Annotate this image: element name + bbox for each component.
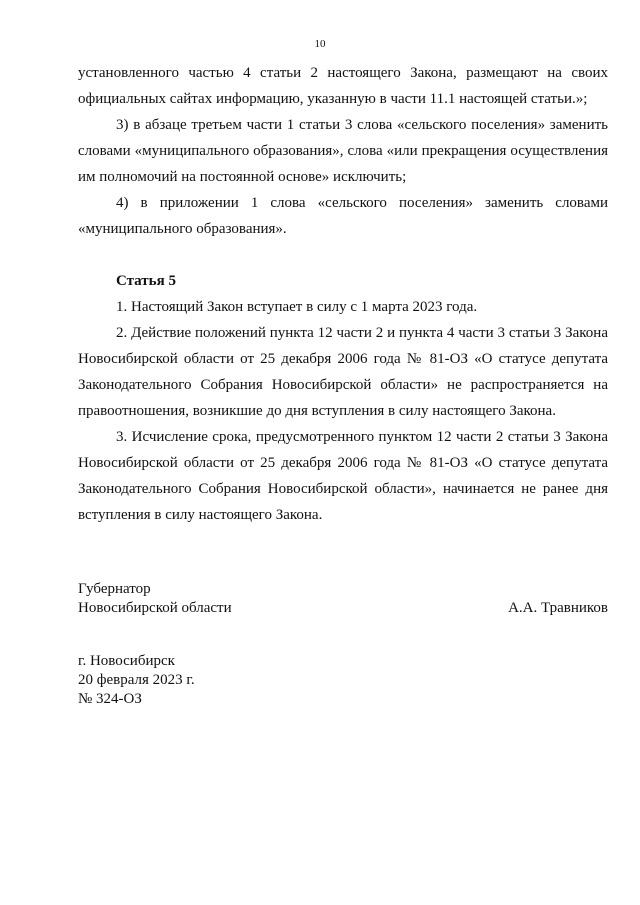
article-clause-2: 2. Действие положений пункта 12 части 2 и пункта 4 части 3 статьи 3 Закона Новосибирской области от 25 декабря 2006 года № 81-ОЗ «О статусе депутата Законодательного Собрания Новосибирской области» не распространяется на правоотношения, возникшие до дня вступления в силу настоящего Закона.: [78, 325, 608, 419]
signer-title-line-1: Губернатор: [78, 581, 151, 597]
signer-title-line-2: Новосибирской области: [78, 600, 232, 616]
signature-row: [78, 599, 608, 618]
footer-number: № 324-ОЗ: [78, 691, 142, 707]
article-clause-1: 1. Настоящий Закон вступает в силу с 1 марта 2023 года.: [116, 299, 478, 315]
article-heading: Статья 5: [116, 273, 176, 289]
section-spacer: [78, 242, 608, 268]
document-body: [78, 60, 608, 528]
paragraph-item-4: 4) в приложении 1 слова «сельского поселения» заменить словами «муниципального образования».: [78, 195, 608, 237]
paragraph-continuation: установленного частью 4 статьи 2 настоящего Закона, размещают на своих официальных сайтах информацию, указанную в части 11.1 настоящей статьи.»;: [78, 65, 608, 107]
signature-block: [78, 580, 608, 618]
page-number: 10: [314, 38, 326, 50]
article-clause-3: 3. Исчисление срока, предусмотренного пунктом 12 части 2 статьи 3 Закона Новосибирской области от 25 декабря 2006 года № 81-ОЗ «О статусе депутата Законодательного Собрания Новосибирской области», начинается не ранее дня вступления в силу настоящего Закона.: [78, 429, 608, 523]
signer-name: А.А. Травников: [508, 600, 608, 616]
footer-city: г. Новосибирск: [78, 653, 175, 669]
footer-date: 20 февраля 2023 г.: [78, 672, 195, 688]
paragraph-item-3: 3) в абзаце третьем части 1 статьи 3 слова «сельского поселения» заменить словами «муниципального образования», слова «или прекращения осуществления им полномочий на постоянной основе» исключить;: [78, 117, 608, 185]
document-footer: [78, 652, 195, 709]
